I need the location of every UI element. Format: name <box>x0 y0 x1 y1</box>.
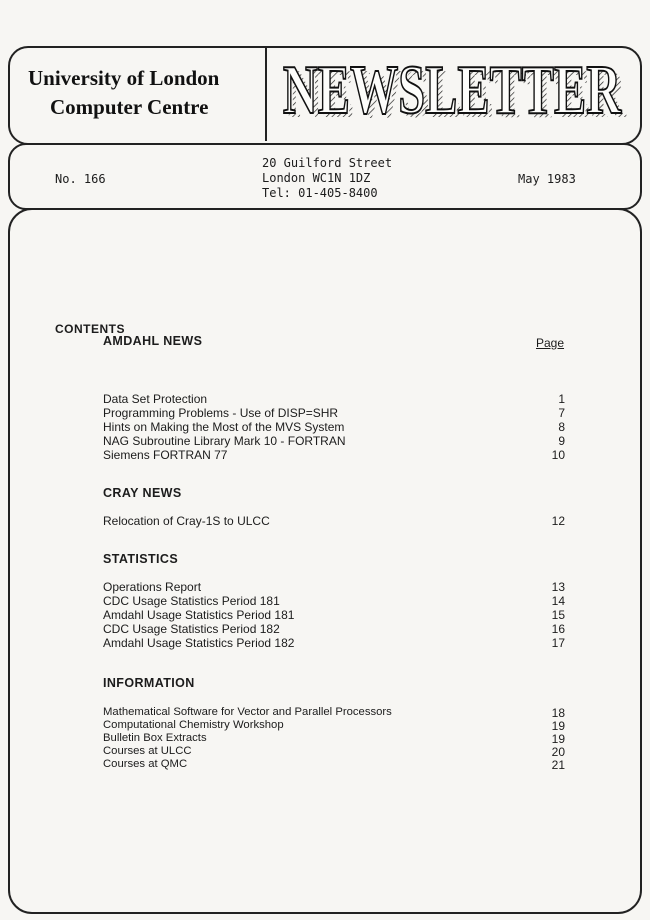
section-heading-cray-news: CRAY NEWS <box>103 486 182 500</box>
entry-page: 17 <box>551 636 565 650</box>
address-city: London WC1N 1DZ <box>262 171 371 185</box>
entry-title: Programming Problems - Use of DISP=SHR <box>103 406 339 420</box>
address-telephone: Tel: 01-405-8400 <box>262 186 378 200</box>
entry-title: Bulletin Box Extracts <box>103 732 207 744</box>
contents-entry[interactable] <box>103 636 565 650</box>
entry-page: 20 <box>551 745 565 759</box>
contents-entry[interactable] <box>103 622 565 636</box>
entry-page: 14 <box>551 594 565 608</box>
entry-title: NAG Subroutine Library Mark 10 - FORTRAN <box>103 434 346 448</box>
contents-entry[interactable] <box>103 594 565 608</box>
contents-entry[interactable] <box>103 392 565 406</box>
entry-page: 16 <box>551 622 565 636</box>
section-heading-statistics: STATISTICS <box>103 552 179 566</box>
entry-title: Courses at QMC <box>103 758 188 770</box>
entry-page: 18 <box>551 706 565 720</box>
contents-heading: CONTENTS <box>55 322 125 336</box>
entry-title: Siemens FORTRAN 77 <box>103 448 228 462</box>
entry-title: CDC Usage Statistics Period 182 <box>103 622 280 636</box>
entry-page: 8 <box>558 420 565 434</box>
entry-page: 19 <box>551 719 565 733</box>
entry-page: 9 <box>558 434 565 448</box>
institution-name-line2: Computer Centre <box>50 95 209 119</box>
newsletter-wordmark-shadow: NEWSLETTER <box>287 55 627 133</box>
institution-name-line1: University of London <box>28 66 220 90</box>
entry-title: CDC Usage Statistics Period 181 <box>103 594 280 608</box>
issue-number: No. 166 <box>55 172 106 186</box>
entry-title: Relocation of Cray-1S to ULCC <box>103 514 270 528</box>
entry-title: Computational Chemistry Workshop <box>103 719 284 731</box>
entry-page: 1 <box>558 392 565 406</box>
issue-date: May 1983 <box>518 172 576 186</box>
newsletter-wordmark-text: NEWSLETTER <box>282 51 622 129</box>
entry-page: 12 <box>551 514 565 528</box>
contents-entry[interactable] <box>103 745 565 759</box>
contents-entry[interactable] <box>103 406 565 420</box>
contents-entry[interactable] <box>103 758 565 772</box>
contents-entry[interactable] <box>103 514 565 528</box>
entry-page: 10 <box>551 448 565 462</box>
contents-entry[interactable] <box>103 420 565 434</box>
entry-title: Data Set Protection <box>103 392 208 406</box>
entry-title: Courses at ULCC <box>103 745 192 757</box>
entry-page: 15 <box>551 608 565 622</box>
contents-entry[interactable] <box>103 608 565 622</box>
entry-page: 13 <box>551 580 565 594</box>
contents-entry[interactable] <box>103 719 565 733</box>
section-heading-amdahl-news: AMDAHL NEWS <box>103 334 203 348</box>
entry-title: Amdahl Usage Statistics Period 181 <box>103 608 295 622</box>
contents-entry[interactable] <box>103 434 565 448</box>
contents-entry[interactable] <box>103 448 565 462</box>
contents-entry[interactable] <box>103 580 565 594</box>
page-column-heading: Page <box>536 336 565 350</box>
contents-entry[interactable] <box>103 732 565 746</box>
entry-title: Amdahl Usage Statistics Period 182 <box>103 636 295 650</box>
entry-page: 7 <box>558 406 565 420</box>
entry-title: Operations Report <box>103 580 202 594</box>
entry-title: Hints on Making the Most of the MVS System <box>103 420 345 434</box>
newsletter-wordmark <box>267 46 638 141</box>
entry-title: Mathematical Software for Vector and Parallel Processors <box>103 706 392 718</box>
contents-entry[interactable] <box>103 706 565 720</box>
address-street: 20 Guilford Street <box>262 156 393 170</box>
section-heading-information: INFORMATION <box>103 676 195 690</box>
entry-page: 19 <box>551 732 565 746</box>
masthead <box>265 46 638 141</box>
entry-page: 21 <box>551 758 565 772</box>
